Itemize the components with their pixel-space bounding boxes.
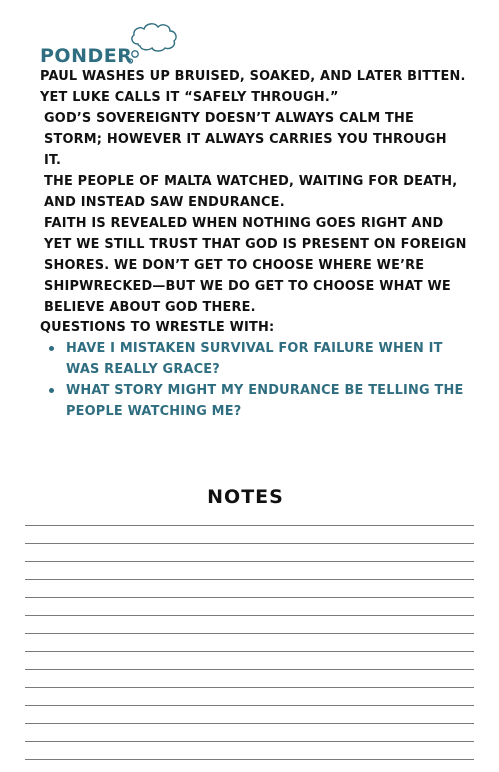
bullet-icon: [49, 388, 54, 393]
ponder-paragraph: PAUL WASHES UP BRUISED, SOAKED, AND LATER BITTEN. YET LUKE CALLS IT “SAFELY THROUGH.”: [40, 69, 466, 105]
notes-line: [25, 723, 474, 724]
questions-heading: QUESTIONS TO WRESTLE WITH:: [40, 320, 275, 335]
question-text: HAVE I MISTAKEN SURVIVAL FOR FAILURE WHEN IT WAS REALLY GRACE?: [66, 341, 443, 377]
notes-line: [25, 705, 474, 706]
notes-line: [25, 651, 474, 652]
notes-line: [25, 615, 474, 616]
notes-line: [25, 759, 474, 760]
notes-line: [25, 561, 474, 562]
notes-lines: [25, 525, 474, 765]
notes-line: [25, 687, 474, 688]
question-item: [44, 380, 468, 422]
notes-line: [25, 543, 474, 544]
ponder-paragraph: FAITH IS REVEALED WHEN NOTHING GOES RIGHT AND YET WE STILL TRUST THAT GOD IS PRESENT ON FOREIGN SHORES. WE DON’T GET TO CHOOSE WHERE WE’RE SHIPWRECKED—BUT WE DO GET TO CHOOSE WHAT WE BELIEVE ABOUT GOD THERE.: [44, 216, 467, 315]
notes-line: [25, 579, 474, 580]
ponder-body: [40, 66, 468, 318]
ponder-title: PONDER: [40, 45, 133, 67]
notes-line: [25, 669, 474, 670]
bullet-icon: [49, 346, 54, 351]
questions-list: [44, 338, 468, 422]
notes-line: [25, 525, 474, 526]
ponder-paragraph: GOD’S SOVEREIGNTY DOESN’T ALWAYS CALM THE STORM; HOWEVER IT ALWAYS CARRIES YOU THROUGH IT.: [44, 111, 447, 168]
notes-line: [25, 633, 474, 634]
ponder-paragraph: THE PEOPLE OF MALTA WATCHED, WAITING FOR DEATH, AND INSTEAD SAW ENDURANCE.: [44, 174, 458, 210]
question-text: WHAT STORY MIGHT MY ENDURANCE BE TELLING THE PEOPLE WATCHING ME?: [66, 383, 464, 419]
notes-line: [25, 597, 474, 598]
notes-heading: NOTES: [207, 486, 284, 508]
question-item: [44, 338, 468, 380]
notes-line: [25, 741, 474, 742]
